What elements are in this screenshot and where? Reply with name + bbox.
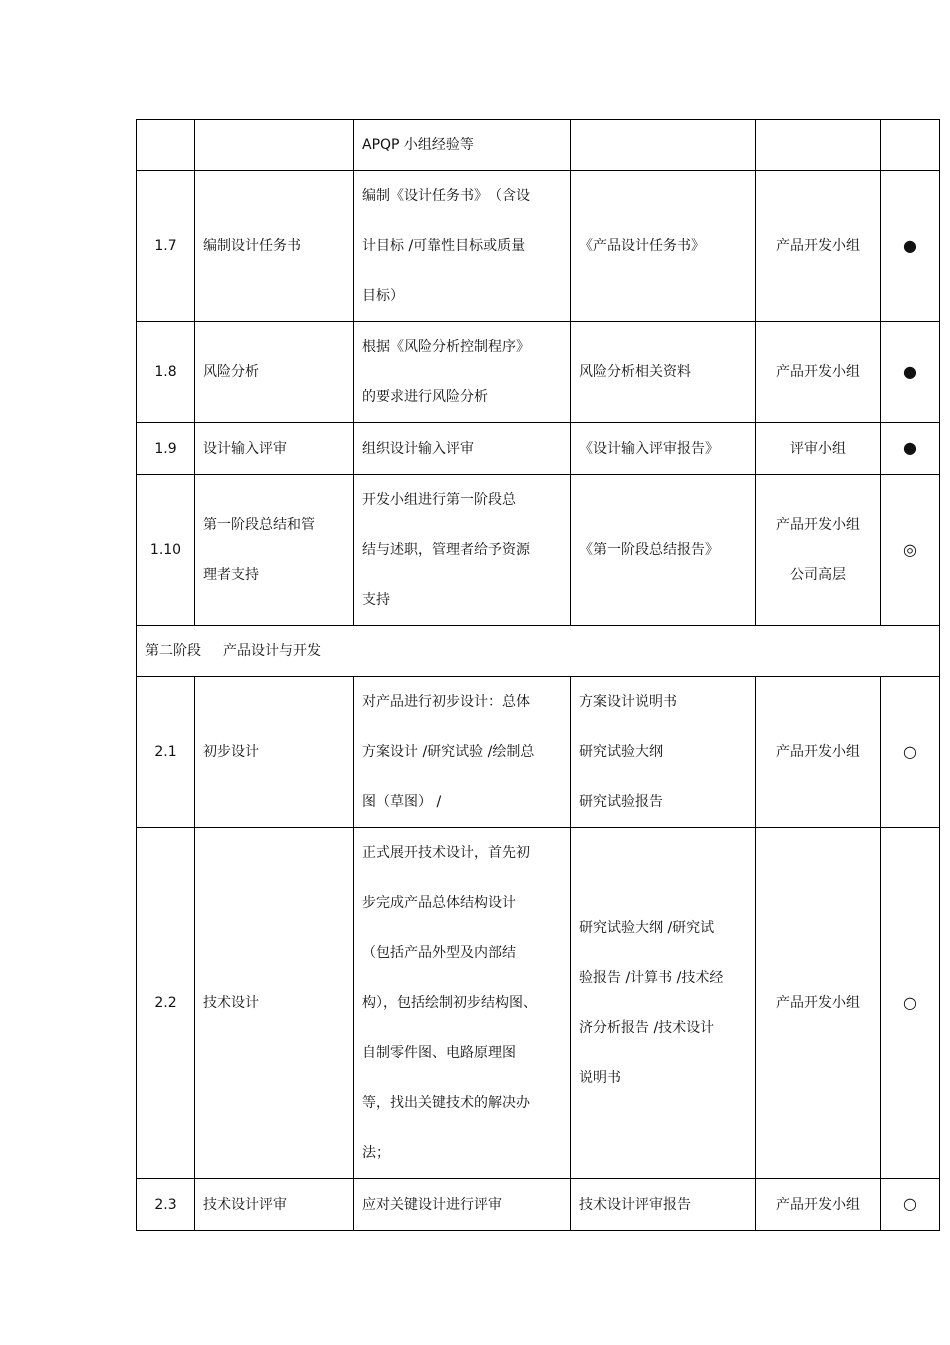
cell-output — [571, 120, 756, 171]
cell-task-line: 技术设计评审 — [203, 1196, 287, 1213]
cell-output-line: 风险分析相关资料 — [579, 364, 691, 380]
cell-task — [195, 828, 354, 1179]
cell-output — [571, 423, 756, 475]
process-table — [136, 119, 940, 1231]
cell-item-number: 1.9 — [137, 423, 195, 475]
cell-output-line: 技术设计评审报告 — [579, 1196, 691, 1213]
cell-importance — [881, 677, 940, 828]
cell-output — [571, 475, 756, 626]
table-body-stage1 — [137, 120, 940, 626]
cell-output-line: 《第一阶段总结报告》 — [579, 542, 719, 558]
cell-content-line: 正式展开技术设计，首先初 — [362, 845, 530, 861]
cell-task-line: 编制设计任务书 — [203, 238, 301, 254]
cell-output — [571, 828, 756, 1179]
importance-symbol: ● — [903, 438, 917, 457]
cell-content — [354, 475, 571, 626]
table-body-stage-header — [137, 626, 940, 677]
cell-content-line: 图（草图） / — [362, 794, 442, 810]
cell-task — [195, 171, 354, 322]
cell-output-line: 验报告 /计算书 /技术经 — [579, 970, 724, 986]
stage-title: 产品设计与开发 — [223, 643, 321, 659]
cell-owner-line: 产品开发小组 — [776, 1196, 860, 1213]
cell-content-line: 计目标 /可靠性目标或质量 — [362, 238, 526, 254]
stage-label: 第二阶段 — [145, 643, 201, 659]
cell-content-line: 结与述职，管理者给予资源 — [362, 542, 530, 558]
cell-content-line: 根据《风险分析控制程序》 — [362, 339, 530, 355]
cell-content-line: 对产品进行初步设计：总体 — [362, 694, 530, 710]
stage-row — [137, 626, 940, 677]
cell-content-line: 步完成产品总体结构设计 — [362, 895, 516, 911]
cell-output-line: 方案设计说明书 — [579, 694, 677, 710]
cell-importance — [881, 322, 940, 423]
cell-output — [571, 322, 756, 423]
cell-content-line: 的要求进行风险分析 — [362, 389, 488, 405]
cell-content-line: 构），包括绘制初步结构图、 — [362, 995, 537, 1011]
cell-content — [354, 322, 571, 423]
cell-owner — [756, 322, 881, 423]
cell-content-line: 等，找出关键技术的解决办 — [362, 1095, 530, 1111]
cell-content-line: APQP 小组经验等 — [362, 137, 474, 153]
cell-content-line: 开发小组进行第一阶段总 — [362, 492, 516, 508]
cell-owner-line: 产品开发小组 — [776, 744, 860, 760]
importance-symbol: ○ — [903, 992, 917, 1012]
cell-output-line: 说明书 — [579, 1070, 621, 1086]
cell-content-line: 法； — [362, 1145, 390, 1161]
cell-content-line: 编制《设计任务书》 （含设 — [362, 188, 530, 204]
table-row — [137, 828, 940, 1179]
cell-owner-line: 公司高层 — [790, 567, 846, 583]
cell-output — [571, 1179, 756, 1231]
cell-content-line: 应对关键设计进行评审 — [362, 1196, 502, 1213]
cell-content — [354, 828, 571, 1179]
cell-content-line: （包括产品外型及内部结 — [362, 945, 516, 961]
cell-task-line: 风险分析 — [203, 364, 259, 380]
cell-owner — [756, 677, 881, 828]
cell-owner — [756, 828, 881, 1179]
cell-content — [354, 120, 571, 171]
cell-output-line: 研究试验大纲 /研究试 — [579, 920, 715, 936]
cell-output-line: 研究试验报告 — [579, 794, 663, 810]
cell-task-line: 技术设计 — [203, 995, 259, 1011]
cell-output-line: 研究试验大纲 — [579, 744, 663, 760]
cell-task-line: 初步设计 — [203, 744, 259, 760]
cell-owner — [756, 1179, 881, 1231]
table-body-stage2 — [137, 677, 940, 1231]
cell-item-number: 1.8 — [137, 322, 195, 423]
cell-task — [195, 1179, 354, 1231]
cell-task-line: 理者支持 — [203, 567, 259, 583]
table-row — [137, 1179, 940, 1231]
cell-item-number: 2.1 — [137, 677, 195, 828]
table-row — [137, 475, 940, 626]
cell-content — [354, 1179, 571, 1231]
importance-symbol: ● — [903, 361, 917, 381]
cell-item-number: 2.2 — [137, 828, 195, 1179]
cell-importance — [881, 828, 940, 1179]
cell-task — [195, 677, 354, 828]
cell-owner-line: 产品开发小组 — [776, 238, 860, 254]
cell-output — [571, 677, 756, 828]
cell-importance — [881, 1179, 940, 1231]
table-row — [137, 322, 940, 423]
cell-output — [571, 171, 756, 322]
cell-content — [354, 171, 571, 322]
importance-symbol: ◎ — [903, 539, 917, 559]
cell-content-line: 支持 — [362, 592, 390, 608]
cell-item-number — [137, 120, 195, 171]
cell-content — [354, 423, 571, 475]
table-row — [137, 120, 940, 171]
cell-owner — [756, 475, 881, 626]
table-row — [137, 423, 940, 475]
cell-task — [195, 423, 354, 475]
cell-importance — [881, 475, 940, 626]
cell-owner — [756, 120, 881, 171]
cell-owner-line: 评审小组 — [790, 440, 846, 457]
cell-output-line: 济分析报告 /技术设计 — [579, 1020, 715, 1036]
importance-symbol: ○ — [903, 1194, 917, 1213]
table-row — [137, 171, 940, 322]
cell-importance — [881, 423, 940, 475]
table-row — [137, 677, 940, 828]
cell-owner — [756, 423, 881, 475]
cell-item-number: 2.3 — [137, 1179, 195, 1231]
cell-owner-line: 产品开发小组 — [776, 517, 860, 533]
cell-task — [195, 322, 354, 423]
cell-owner-line: 产品开发小组 — [776, 995, 860, 1011]
cell-owner-line: 产品开发小组 — [776, 364, 860, 380]
cell-content-line: 自制零件图、电路原理图 — [362, 1045, 516, 1061]
cell-task — [195, 120, 354, 171]
cell-task-line: 第一阶段总结和管 — [203, 517, 315, 533]
cell-task-line: 设计输入评审 — [203, 440, 287, 457]
cell-importance — [881, 120, 940, 171]
cell-content — [354, 677, 571, 828]
importance-symbol: ○ — [903, 741, 917, 761]
cell-owner — [756, 171, 881, 322]
cell-item-number: 1.10 — [137, 475, 195, 626]
cell-item-number: 1.7 — [137, 171, 195, 322]
importance-symbol: ● — [903, 235, 917, 255]
cell-content-line: 组织设计输入评审 — [362, 440, 474, 457]
cell-importance — [881, 171, 940, 322]
cell-task — [195, 475, 354, 626]
cell-content-line: 方案设计 /研究试验 /绘制总 — [362, 744, 535, 760]
cell-content-line: 目标） — [362, 288, 404, 304]
cell-output-line: 《产品设计任务书》 — [579, 238, 705, 254]
cell-output-line: 《设计输入评审报告》 — [579, 440, 719, 457]
stage-header — [137, 626, 940, 677]
